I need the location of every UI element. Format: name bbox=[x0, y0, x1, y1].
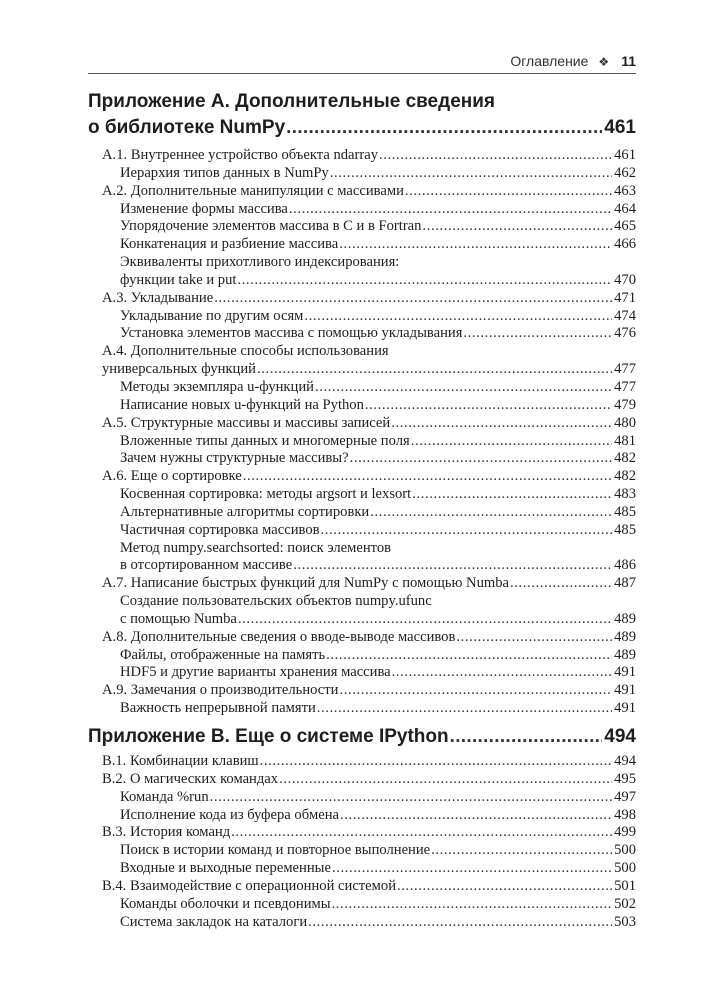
entry-title: A.7. Написание быстрых функций для NumPy с помощью Numba bbox=[102, 575, 509, 592]
dot-leader bbox=[463, 325, 612, 343]
toc-entry[interactable] bbox=[88, 165, 636, 183]
toc-entry[interactable] bbox=[88, 415, 636, 433]
entry-title: в отсортированном массиве bbox=[120, 557, 293, 574]
entry-title: Укладывание по другим осям bbox=[120, 307, 304, 324]
entry-title-line1: Эквиваленты прихотливого индексирования: bbox=[120, 254, 400, 271]
entry-title: Входные и выходные переменные bbox=[120, 860, 331, 877]
dot-leader bbox=[326, 647, 612, 665]
toc-entry[interactable] bbox=[88, 201, 636, 219]
entry-page: 494 bbox=[614, 753, 636, 769]
entry-page: 485 bbox=[614, 503, 636, 520]
dot-leader bbox=[321, 522, 613, 540]
toc-entry[interactable] bbox=[88, 450, 636, 468]
entry-page: 462 bbox=[614, 164, 636, 181]
entry-page: 489 bbox=[614, 610, 636, 627]
toc-entry[interactable] bbox=[88, 468, 636, 486]
dot-leader bbox=[257, 361, 612, 379]
entry-title-line1: Создание пользовательских объектов numpy.ufunc bbox=[120, 593, 432, 610]
dot-leader bbox=[289, 201, 612, 219]
entry-page: 481 bbox=[614, 432, 636, 449]
entry-page: 501 bbox=[614, 877, 636, 894]
dot-leader bbox=[392, 664, 612, 682]
entry-title: Важность непрерывной памяти bbox=[120, 700, 316, 717]
dot-leader bbox=[397, 878, 612, 896]
entry-page: 495 bbox=[614, 770, 636, 787]
entry-title: A.1. Внутреннее устройство объекта ndarray bbox=[102, 147, 379, 163]
entry-title: Исполнение кода из буфера обмена bbox=[120, 806, 339, 823]
entry-title: A.3. Укладывание bbox=[102, 289, 214, 306]
toc-entry[interactable] bbox=[88, 236, 636, 254]
entry-title: A.2. Дополнительные манипуляции с массивами bbox=[102, 182, 404, 199]
entry-title: B.3. История команд bbox=[102, 824, 231, 841]
toc-entry[interactable] bbox=[88, 290, 636, 308]
entry-page: 465 bbox=[614, 218, 636, 235]
entry-page: 474 bbox=[614, 307, 636, 324]
entry-title: Зачем нужны структурные массивы? bbox=[120, 450, 349, 467]
entry-title: Изменение формы массива bbox=[120, 200, 288, 217]
toc-entry[interactable] bbox=[88, 361, 636, 379]
dot-leader bbox=[286, 115, 602, 141]
toc-entry[interactable] bbox=[88, 575, 636, 593]
chapter-title-line2: о библиотеке NumPy bbox=[88, 117, 286, 138]
toc-entry[interactable] bbox=[88, 272, 636, 290]
toc-entry[interactable] bbox=[88, 325, 636, 343]
entry-title: A.5. Структурные массивы и массивы записей bbox=[102, 414, 391, 431]
dot-leader bbox=[365, 397, 612, 415]
dot-leader bbox=[243, 468, 612, 486]
entry-page: 498 bbox=[614, 806, 636, 823]
entry-page: 477 bbox=[614, 378, 636, 395]
toc-entry[interactable] bbox=[88, 914, 636, 932]
dot-leader bbox=[422, 218, 612, 236]
entry-title: Система закладок на каталоги bbox=[120, 913, 308, 930]
dot-leader bbox=[214, 290, 612, 308]
entry-page: 487 bbox=[614, 575, 636, 592]
dot-leader bbox=[231, 824, 612, 842]
dot-leader bbox=[379, 147, 612, 165]
toc-entry[interactable] bbox=[88, 504, 636, 522]
dot-leader bbox=[238, 611, 612, 629]
entry-page: 464 bbox=[614, 200, 636, 217]
toc-entry[interactable] bbox=[88, 664, 636, 682]
toc-entry[interactable] bbox=[88, 611, 636, 629]
entry-title: Косвенная сортировка: методы argsort и lexsort bbox=[120, 486, 412, 503]
entry-page: 477 bbox=[614, 361, 636, 378]
toc-entry[interactable] bbox=[88, 308, 636, 326]
chapter-title-row[interactable] bbox=[88, 724, 636, 750]
entry-page: 503 bbox=[614, 913, 636, 930]
entry-title: универсальных функций bbox=[102, 361, 256, 378]
entry-page: 502 bbox=[614, 895, 636, 912]
toc-entry[interactable] bbox=[88, 433, 636, 451]
dot-leader bbox=[510, 575, 612, 593]
entry-title: B.4. Взаимодействие с операционной системой bbox=[102, 877, 397, 894]
toc-entry[interactable] bbox=[88, 557, 636, 575]
dot-leader bbox=[391, 415, 612, 433]
entry-page: 497 bbox=[614, 788, 636, 805]
toc-entry[interactable] bbox=[88, 682, 636, 700]
entry-page: 491 bbox=[614, 682, 636, 699]
entry-title: Частичная сортировка массивов bbox=[120, 521, 320, 538]
dot-leader bbox=[411, 433, 612, 451]
dot-leader bbox=[237, 272, 612, 290]
dot-leader bbox=[210, 789, 612, 807]
toc-entry[interactable] bbox=[88, 807, 636, 825]
dot-leader bbox=[304, 308, 612, 326]
entry-page: 466 bbox=[614, 236, 636, 253]
entry-title-line1: Метод numpy.searchsorted: поиск элементов bbox=[120, 539, 392, 556]
entry-title: HDF5 и другие варианты хранения массива bbox=[120, 664, 391, 681]
toc-entry[interactable] bbox=[88, 397, 636, 415]
entry-title: Написание новых u-функций на Python bbox=[120, 396, 364, 413]
toc-entry[interactable] bbox=[88, 486, 636, 504]
toc-entry[interactable] bbox=[88, 647, 636, 665]
entry-page: 500 bbox=[614, 860, 636, 877]
dot-leader bbox=[350, 450, 613, 468]
toc-appendix-b bbox=[88, 724, 636, 931]
header-title: Оглавление bbox=[510, 53, 589, 69]
entry-page: 483 bbox=[614, 486, 636, 503]
entry-title: функции take и put bbox=[120, 271, 237, 288]
toc-entry[interactable] bbox=[88, 860, 636, 878]
entry-page: 479 bbox=[614, 396, 636, 413]
dot-leader bbox=[330, 165, 612, 183]
dot-leader bbox=[456, 629, 612, 647]
entry-title: A.9. Замечания о производительности bbox=[102, 682, 339, 699]
entry-page: 489 bbox=[614, 628, 636, 645]
entry-page: 500 bbox=[614, 842, 636, 859]
entry-title: Вложенные типы данных и многомерные поля bbox=[120, 432, 410, 449]
entry-page: 476 bbox=[614, 325, 636, 342]
toc-entry[interactable] bbox=[88, 147, 636, 165]
dot-leader bbox=[279, 771, 612, 789]
entry-page: 471 bbox=[614, 289, 636, 306]
entry-page: 480 bbox=[614, 414, 636, 431]
entry-page: 461 bbox=[614, 147, 636, 163]
toc-entry[interactable] bbox=[88, 700, 636, 718]
page-number: 11 bbox=[621, 53, 636, 69]
entry-title: с помощью Numba bbox=[120, 610, 237, 627]
entry-page: 463 bbox=[614, 182, 636, 199]
entry-page: 470 bbox=[614, 271, 636, 288]
entry-title: Команды оболочки и псевдонимы bbox=[120, 895, 331, 912]
dot-leader bbox=[317, 700, 612, 718]
ornament-icon: ❖ bbox=[598, 55, 610, 69]
entry-title: B.2. О магических командах bbox=[102, 770, 279, 787]
entry-page: 482 bbox=[614, 468, 636, 485]
entry-page: 482 bbox=[614, 450, 636, 467]
entry-title: Иерархия типов данных в NumPy bbox=[120, 164, 329, 181]
toc-entry[interactable] bbox=[88, 824, 636, 842]
toc-appendix-a bbox=[88, 89, 636, 718]
dot-leader bbox=[431, 842, 612, 860]
chapter-title-line1: Приложение А. Дополнительные сведения bbox=[88, 91, 495, 112]
entry-title: A.6. Еще о сортировке bbox=[102, 468, 242, 485]
toc-entry[interactable] bbox=[88, 218, 636, 236]
dot-leader bbox=[260, 753, 612, 771]
toc-entry[interactable] bbox=[88, 789, 636, 807]
dot-leader bbox=[315, 379, 612, 397]
entry-title: Альтернативные алгоритмы сортировки bbox=[120, 503, 370, 520]
toc-entry[interactable] bbox=[88, 183, 636, 201]
entry-title: Упорядочение элементов массива в C и в Fortran bbox=[120, 218, 422, 235]
dot-leader bbox=[332, 860, 612, 878]
dot-leader bbox=[450, 724, 603, 750]
dot-leader bbox=[339, 682, 612, 700]
entry-title: Конкатенация и разбиение массива bbox=[120, 236, 339, 253]
entry-title: A.8. Дополнительные сведения о вводе-выводе массивов bbox=[102, 628, 456, 645]
entry-title: Установка элементов массива с помощью укладывания bbox=[120, 325, 463, 342]
dot-leader bbox=[339, 236, 612, 254]
chapter-title: Приложение B. Еще о системе IPython bbox=[88, 726, 449, 747]
toc-entry[interactable] bbox=[88, 629, 636, 647]
header-rule bbox=[88, 73, 636, 74]
entry-page: 491 bbox=[614, 700, 636, 717]
dot-leader bbox=[412, 486, 612, 504]
header-text bbox=[510, 53, 636, 71]
dot-leader bbox=[370, 504, 612, 522]
entry-page: 491 bbox=[614, 664, 636, 681]
dot-leader bbox=[405, 183, 612, 201]
chapter-page: 461 bbox=[604, 117, 636, 138]
dot-leader bbox=[332, 896, 613, 914]
toc-entry[interactable] bbox=[88, 379, 636, 397]
entry-title: Файлы, отображенные на память bbox=[120, 646, 326, 663]
running-header bbox=[88, 52, 636, 74]
entry-title: Команда %run bbox=[120, 788, 209, 805]
toc-entry[interactable] bbox=[88, 771, 636, 789]
entry-title: Методы экземпляра u-функций bbox=[120, 378, 314, 395]
entry-title-line1: A.4. Дополнительные способы использования bbox=[102, 343, 389, 360]
entry-page: 485 bbox=[614, 521, 636, 538]
chapter-page: 494 bbox=[604, 726, 636, 747]
entry-page: 486 bbox=[614, 557, 636, 574]
chapter-title-row[interactable] bbox=[88, 115, 636, 141]
entry-page: 489 bbox=[614, 646, 636, 663]
entry-page: 499 bbox=[614, 824, 636, 841]
dot-leader bbox=[340, 807, 612, 825]
toc-entry[interactable] bbox=[88, 753, 636, 771]
toc-entry[interactable] bbox=[88, 842, 636, 860]
toc-entry[interactable] bbox=[88, 522, 636, 540]
entry-title: B.1. Комбинации клавиш bbox=[102, 753, 259, 769]
dot-leader bbox=[293, 557, 612, 575]
toc-entry[interactable] bbox=[88, 896, 636, 914]
toc-entry[interactable] bbox=[88, 878, 636, 896]
entry-title: Поиск в истории команд и повторное выполнение bbox=[120, 842, 431, 859]
dot-leader bbox=[308, 914, 612, 932]
